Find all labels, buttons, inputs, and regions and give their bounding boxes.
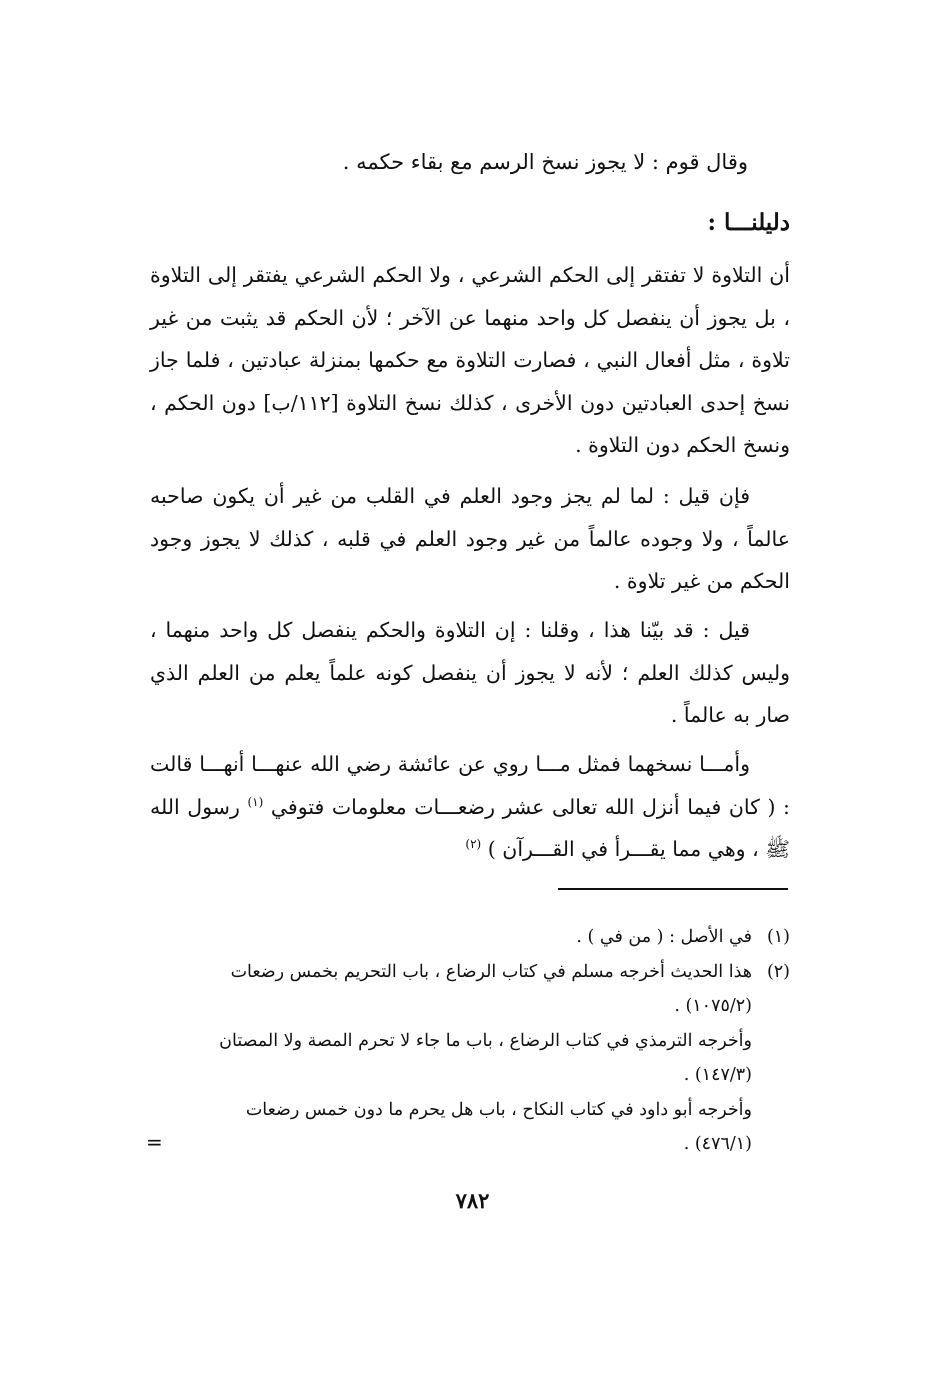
intro-line: وقال قوم : لا يجوز نسخ الرسم مع بقاء حكمه . (342, 150, 748, 174)
paragraph-2-text: فإن قيل : لما لم يجز وجود العلم في القلب من غير أن يكون صاحبه عالماً ، ولا وجوده عالماً من غير وجود العلم في قلبه ، كذلك لا يجوز وجود الحكم من غير تلاوة . (150, 484, 790, 593)
footnote-line: (١٠٧٥/٢) . (674, 996, 752, 1016)
footnote-2 (150, 955, 790, 1162)
footnote-1 (150, 920, 790, 955)
paragraph-3 (150, 609, 790, 737)
continuation-mark: = (146, 1130, 163, 1154)
section-heading: دليلنـــا : (707, 209, 790, 236)
footnote-line: (٤٧٦/١) . (683, 1134, 752, 1154)
paragraph-3-text: قيل : قد بيّنا هذا ، وقلنا : إن التلاوة والحكم ينفصل كل واحد منهما ، وليس كذلك العلم ؛ لأنه لا يجوز أن ينفصل كونه علماً يعلم من العلم الذي صار به عالماً . (150, 618, 790, 727)
footnote-line: (١٤٧/٣) . (683, 1065, 752, 1085)
paragraph-4 (150, 743, 790, 871)
page-number: ٧٨٢ (455, 1188, 490, 1213)
footnote-line: في الأصل : ( من في ) . (576, 927, 752, 947)
footnote-number: (٢) (766, 961, 790, 982)
paragraph-1 (150, 254, 790, 467)
footnote-body (150, 920, 752, 955)
paragraph-4-text-a: وأمـــا نسخهما فمثل مـــا روي عن عائشة رضي الله عنهـــا أنهـــا قالت : ( كان فيما أنزل الله تعالى عشر رضعـــات معلومات فتوفي (150, 752, 790, 819)
footnote-divider (558, 888, 788, 890)
footnote-number: (١) (766, 927, 790, 947)
paragraph-4-text-b: رسول الله ﷺ ، وهي مما يقـــرأ في القـــرآن ) (150, 794, 790, 861)
paragraph-2 (150, 475, 790, 603)
footnote-line: وأخرجه الترمذي في كتاب الرضاع ، باب ما جاء لا تحرم المصة ولا المصتان (219, 1030, 752, 1051)
paragraph-1-text: أن التلاوة لا تفتقر إلى الحكم الشرعي ، ولا الحكم الشرعي يفتقر إلى التلاوة ، بل يجوز أن ينفصل كل واحد منهما عن الآخر ؛ لأن الحكم قد يثبت من غير تلاوة ، مثل أفعال النبي ، فصارت التلاوة مع حكمها بمنزلة عبادتين ، فلما جاز نسخ إحدى العبادتين دون الأخرى ، كذلك نسخ التلاوة [١١٢/ب] دون الحكم ، ونسخ الحكم دون التلاوة . (150, 263, 790, 457)
footnote-line: هذا الحديث أخرجه مسلم في كتاب الرضاع ، باب التحريم بخمس رضعات (230, 961, 752, 982)
footnote-ref-2[interactable]: (٢) (465, 837, 482, 852)
footnotes (150, 920, 790, 1162)
footnote-body (150, 955, 752, 1162)
footnote-ref-1[interactable]: (١) (247, 794, 264, 809)
footnote-line: وأخرجه أبو داود في كتاب النكاح ، باب هل يحرم ما دون خمس رضعات (245, 1099, 752, 1120)
